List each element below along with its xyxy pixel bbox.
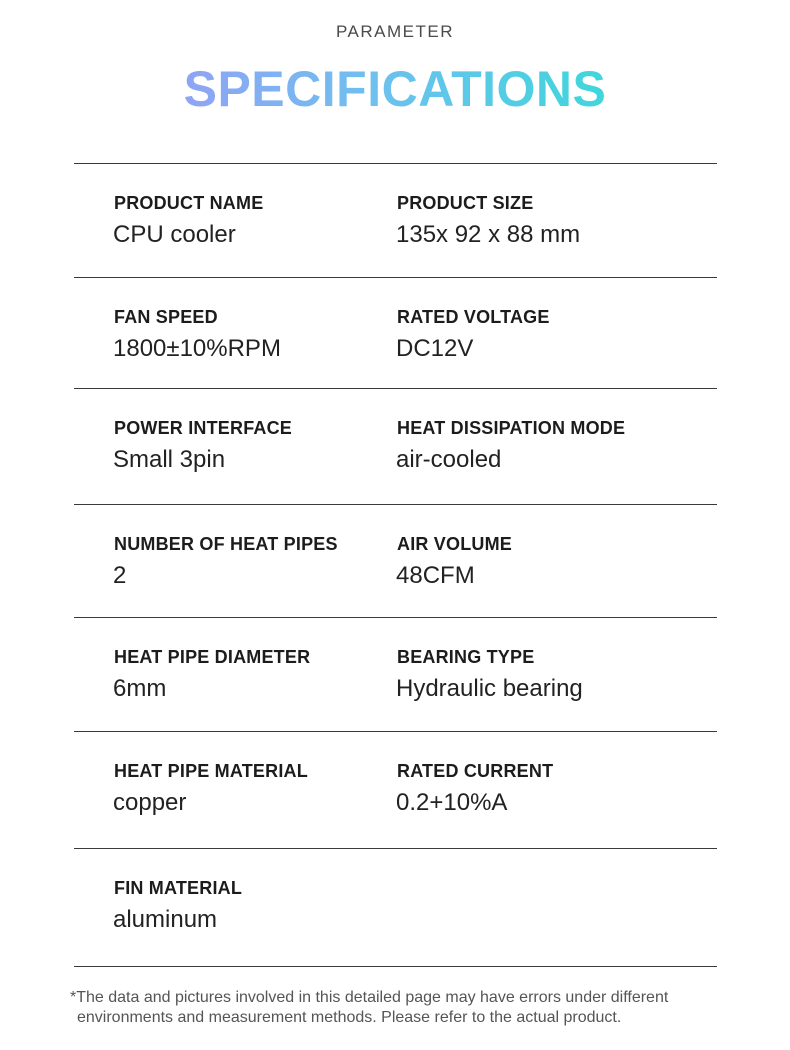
spec-label: POWER INTERFACE [114, 418, 293, 438]
spec-value: Hydraulic bearing [396, 675, 583, 702]
spec-label: BEARING TYPE [397, 647, 535, 667]
spec-value: CPU cooler [113, 221, 236, 248]
spec-value: 2 [113, 562, 127, 589]
page-title-text: SPECIFICATIONS [183, 61, 607, 117]
row-divider [74, 617, 717, 618]
spec-label: NUMBER OF HEAT PIPES [114, 534, 338, 554]
spec-value: 6mm [113, 675, 167, 702]
spec-label: FIN MATERIAL [114, 878, 243, 898]
spec-value: 135x 92 x 88 mm [396, 221, 581, 248]
spec-label: RATED CURRENT [397, 761, 554, 781]
spec-label: RATED VOLTAGE [397, 307, 550, 327]
row-divider [74, 388, 717, 389]
spec-value: air-cooled [396, 446, 502, 473]
footnote [70, 988, 730, 1028]
spec-value: copper [113, 789, 187, 816]
footnote-line-2: environments and measurement methods. Please refer to the actual product. [77, 1009, 622, 1026]
row-divider [74, 163, 717, 164]
spec-value: 1800±10%RPM [113, 335, 281, 362]
spec-value: aluminum [113, 906, 218, 933]
spec-value: DC12V [396, 335, 474, 362]
footnote-line-1: *The data and pictures involved in this detailed page may have errors under different [70, 989, 669, 1006]
row-divider [74, 277, 717, 278]
spec-value: 0.2+10%A [396, 789, 508, 816]
row-divider [74, 966, 717, 967]
page-title [0, 58, 790, 120]
spec-label: HEAT PIPE MATERIAL [114, 761, 308, 781]
spec-label: FAN SPEED [114, 307, 218, 327]
row-divider [74, 848, 717, 849]
spec-value: Small 3pin [113, 446, 226, 473]
spec-label: PRODUCT NAME [114, 193, 264, 213]
eyebrow-label: PARAMETER [335, 22, 455, 41]
row-divider [74, 731, 717, 732]
spec-label: HEAT PIPE DIAMETER [114, 647, 311, 667]
spec-label: AIR VOLUME [397, 534, 513, 554]
spec-label: PRODUCT SIZE [397, 193, 534, 213]
spec-value: 48CFM [396, 562, 475, 589]
spec-label: HEAT DISSIPATION MODE [397, 418, 626, 438]
row-divider [74, 504, 717, 505]
